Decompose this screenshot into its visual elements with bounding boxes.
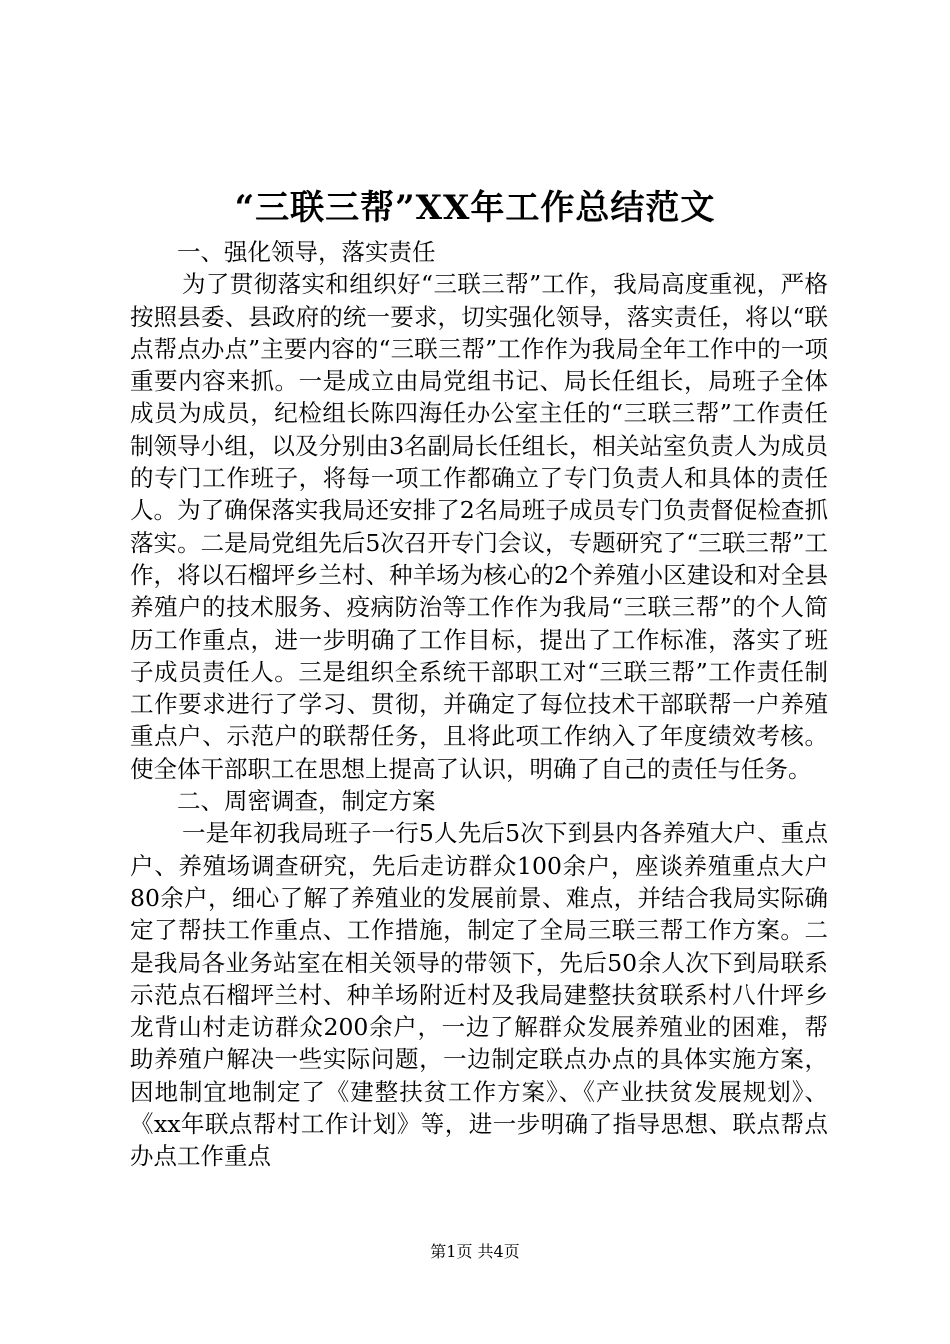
- section-heading-1: 一、强化领导，落实责任: [177, 238, 436, 266]
- section-paragraph-2: 一是年初我局班子一行5人先后5次下到县内各养殖大户、重点户、养殖场调查研究，先后走访群众100余户，座谈养殖重点大户80余户，细心了解了养殖业的发展前景、难点，并结合我局实际确定了帮扶工作重点、工作措施，制定了全局三联三帮工作方案。二是我局各业务站室在相关领导的带领下，先后50余人次下到局联系示范点石榴坪兰村、种羊场附近村及我局建整扶贫联系村八什坪乡龙背山村走访群众200余户，一边了解群众发展养殖业的困难，帮助养殖户解决一些实际问题，一边制定联点办点的具体实施方案，因地制宜地制定了《建整扶贫工作方案》、《产业扶贫发展规划》、《xx年联点帮村工作计划》等，进一步明确了指导思想、联点帮点办点工作重点: [130, 819, 828, 1171]
- section-paragraph-1: 为了贯彻落实和组织好“三联三帮”工作，我局高度重视，严格按照县委、县政府的统一要求，切实强化领导，落实责任，将以“联点帮点办点”主要内容的“三联三帮”工作作为我局全年工作中的一项重要内容来抓。一是成立由局党组书记、局长任组长，局班子全体成员为成员，纪检组长陈四海任办公室主任的“三联三帮”工作责任制领导小组，以及分别由3名副局长任组长，相关站室负责人为成员的专门工作班子，将每一项工作都确立了专门负责人和具体的责任人。为了确保落实我局还安排了2名局班子成员专门负责督促检查抓落实。二是局党组先后5次召开专门会议，专题研究了“三联三帮”工作，将以石榴坪乡兰村、种羊场为核心的2个养殖小区建设和对全县养殖户的技术服务、疫病防治等工作作为我局“三联三帮”的个人简历工作重点，进一步明确了工作目标，提出了工作标准，落实了班子成员责任人。三是组织全系统干部职工对“三联三帮”工作责任制工作要求进行了学习、贯彻，并确定了每位技术干部联帮一户养殖重点户、示范户的联帮任务，且将此项工作纳入了年度绩效考核。使全体干部职工在思想上提高了认识，明确了自己的责任与任务。: [130, 270, 828, 783]
- section-heading-2: 二、周密调查，制定方案: [177, 787, 436, 816]
- document-body: [130, 236, 828, 1173]
- page-number: 第1页 共4页: [430, 1242, 520, 1261]
- document-title: “三联三帮”XX年工作总结范文: [234, 188, 716, 228]
